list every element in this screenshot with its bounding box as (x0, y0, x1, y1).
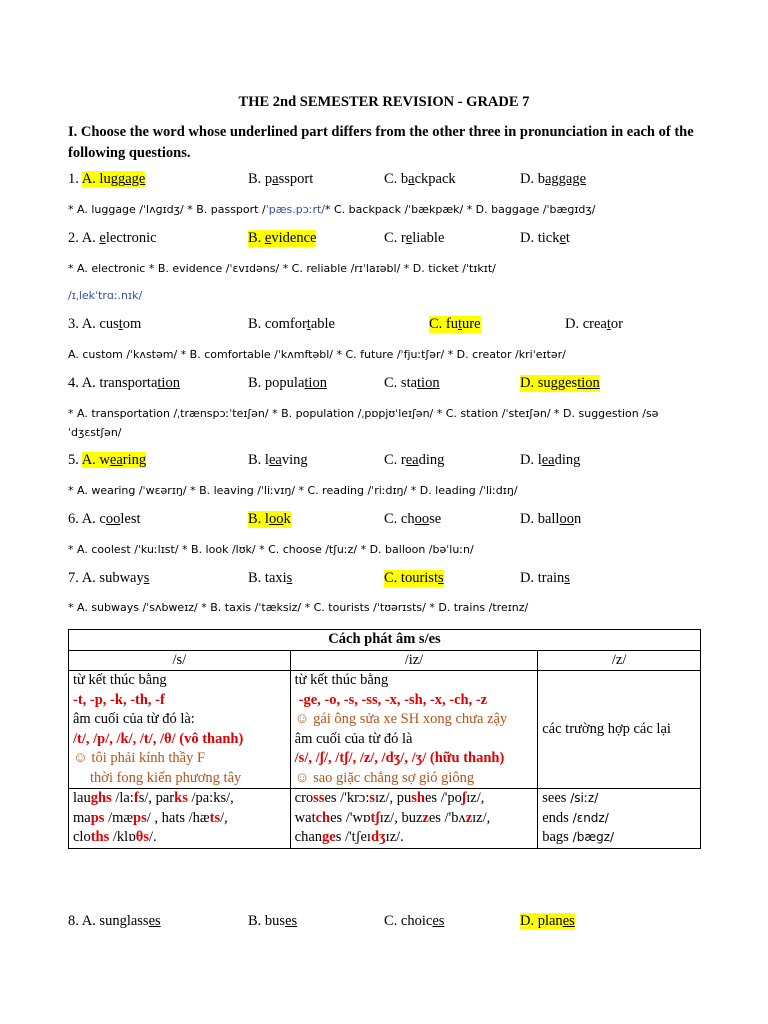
question-4 (68, 375, 728, 395)
question-5 (68, 452, 728, 472)
question-8 (68, 913, 728, 933)
rule-s-mnemonic: ☺ tôi phải kính thầy F (73, 750, 206, 766)
question-2 (68, 230, 728, 250)
rule-iz-line: từ kết thúc bằng (294, 672, 389, 688)
rule-s-mnemonic: thời fong kiến phương tây (90, 769, 242, 786)
q6-option-c: C. choose (384, 511, 442, 527)
header-z: /z/ (538, 650, 701, 671)
q7-option-d: D. trains (520, 570, 570, 586)
q7-option-c: C. tourists (384, 570, 444, 586)
q3-option-a: 3. A. custom (68, 316, 142, 332)
example-line: laughs /la:fs/, parks /pa:ks/, (73, 790, 234, 806)
q1-option-a: 1. A. luggage (68, 171, 146, 187)
question-6 (68, 511, 728, 531)
q4-option-b: B. population (248, 375, 327, 391)
q5-option-d: D. leading (520, 452, 581, 468)
q6-option-d: D. balloon (520, 511, 582, 527)
example-cell-s (69, 789, 291, 849)
example-line: ends /ɛndz/ (542, 809, 609, 826)
q5-transcription: * A. wearing /ˈwɛərɪŋ/ * B. leaving /ˈliːvɪŋ/ * C. reading /ˈriːdɪŋ/ * D. leading /ˈliːdɪŋ/ (68, 484, 518, 497)
q6-option-a: 6. A. coolest (68, 511, 141, 527)
q8-option-d: D. planes (520, 913, 575, 929)
q2-option-a: 2. A. electronic (68, 230, 157, 246)
example-cell-z (538, 789, 701, 849)
rule-s-endings: -t, -p, -k, -th, -f (73, 691, 165, 708)
table-caption: Cách phát âm s/es (69, 630, 701, 651)
q2-extra-transcription: /ɪˌlekˈtrɑː.nɪk/ (68, 289, 143, 302)
q2-transcription: * A. electronic * B. evidence /ˈɛvɪdəns/ * C. reliable /rɪˈlaɪəbl/ * D. ticket /ˈtɪkɪt/ (68, 262, 496, 275)
rule-cell-z: các trường hợp các lại (538, 671, 701, 789)
header-s: /s/ (69, 650, 291, 671)
q2-option-c: C. reliable (384, 230, 445, 246)
q2-option-b: B. evidence (248, 230, 317, 246)
header-iz: /iz/ (290, 650, 538, 671)
q1-option-b: B. passport (248, 171, 314, 187)
example-line: changes /'tʃeɪdʒɪz/. (294, 829, 404, 845)
rule-iz-line: âm cuối của từ đó là (294, 730, 413, 747)
question-1 (68, 171, 728, 191)
q3-option-b: B. comfortable (248, 316, 335, 332)
question-3 (68, 316, 728, 336)
q6-transcription: * A. coolest /ˈkuːlɪst/ * B. look /lʊk/ * C. choose /tʃuːz/ * D. balloon /bəˈluːn/ (68, 543, 474, 556)
q3-option-c: C. future (429, 316, 481, 332)
section-instruction: I. Choose the word whose underlined part differs from the other three in pronunciation in each of the following questions. (68, 124, 694, 161)
example-line: maps /mæps/ , hats /hæts/, (73, 809, 228, 826)
rule-s-sounds: /t/, /p/, /k/, /t/, /θ/ (vô thanh) (73, 730, 244, 747)
q8-option-b: B. buses (248, 913, 298, 929)
q6-option-b: B. look (248, 511, 291, 527)
rule-iz-mnemonic: ☺ gái ông sửa xe SH xong chưa zậy (294, 711, 508, 727)
q3-option-d: D. creator (565, 316, 623, 332)
q5-option-a: 5. A. wearing (68, 452, 147, 468)
rule-iz-mnemonic: ☺ sao giặc chẳng sợ gió giông (294, 769, 475, 786)
example-line: cloths /klɒθs/. (73, 829, 157, 845)
q1-option-d: D. baggage (520, 171, 587, 187)
q1-transcription: * A. luggage /ˈlʌɡɪdʒ/ * B. passport /ˈpæs.pɔːrt/* C. backpack /ˈbækpæk/ * D. baggage /ˈbæɡɪdʒ/ (68, 203, 596, 216)
q5-option-c: C. reading (384, 452, 445, 468)
q5-option-b: B. leaving (248, 452, 308, 468)
q4-option-c: C. station (384, 375, 440, 391)
q7-transcription: * A. subways /ˈsʌbweɪz/ * B. taxis /ˈtæksiz/ * C. tourists /ˈtʊərɪsts/ * D. trains /treɪnz/ (68, 601, 529, 614)
q4-option-d: D. suggestion (520, 375, 600, 391)
q8-option-c: C. choices (384, 913, 445, 929)
q4-option-a: 4. A. transportation (68, 375, 180, 391)
example-line: crosses /'krɔ:sɪz/, pushes /'poʃɪz/, (294, 790, 485, 806)
q2-option-d: D. ticket (520, 230, 570, 246)
q7-option-a: 7. A. subways (68, 570, 150, 586)
example-cell-iz (290, 789, 538, 849)
rule-iz-endings: -ge, -o, -s, -ss, -x, -sh, -x, -ch, -z (298, 691, 488, 708)
q7-option-b: B. taxis (248, 570, 293, 586)
example-line: bags /bægz/ (542, 829, 615, 845)
rule-iz-sounds: /s/, /ʃ/, /tʃ/, /z/, /dʒ/, /ʒ/ (hữu thanh) (294, 750, 505, 766)
q8-option-a: 8. A. sunglasses (68, 913, 161, 929)
question-7 (68, 570, 728, 590)
example-line: sees /siːz/ (542, 790, 599, 806)
q1-option-c: C. backpack (384, 171, 456, 187)
q4-transcription: * A. transportation /ˌtrænspɔːˈteɪʃən/ * B. population /ˌpɒpjʊˈleɪʃən/ * C. station /ˈsteɪʃən/ * D. suggestion /səˈdʒɛstʃən/ (68, 407, 659, 439)
rule-cell-iz (290, 671, 538, 789)
q3-transcription: A. custom /ˈkʌstəm/ * B. comfortable /ˈkʌmftəbl/ * C. future /ˈfjuːtʃər/ * D. creator /kriˈeɪtər/ (68, 348, 566, 361)
rule-cell-s (69, 671, 291, 789)
example-line: watches /'wɒtʃɪz/, buzzes /'bʌzɪz/, (294, 809, 491, 826)
page-title: THE 2nd SEMESTER REVISION - GRADE 7 (238, 94, 530, 110)
rule-s-line: từ kết thúc bằng (73, 672, 167, 688)
s-es-pronunciation-table (68, 629, 701, 849)
rule-s-line: âm cuối của từ đó là: (73, 711, 195, 727)
